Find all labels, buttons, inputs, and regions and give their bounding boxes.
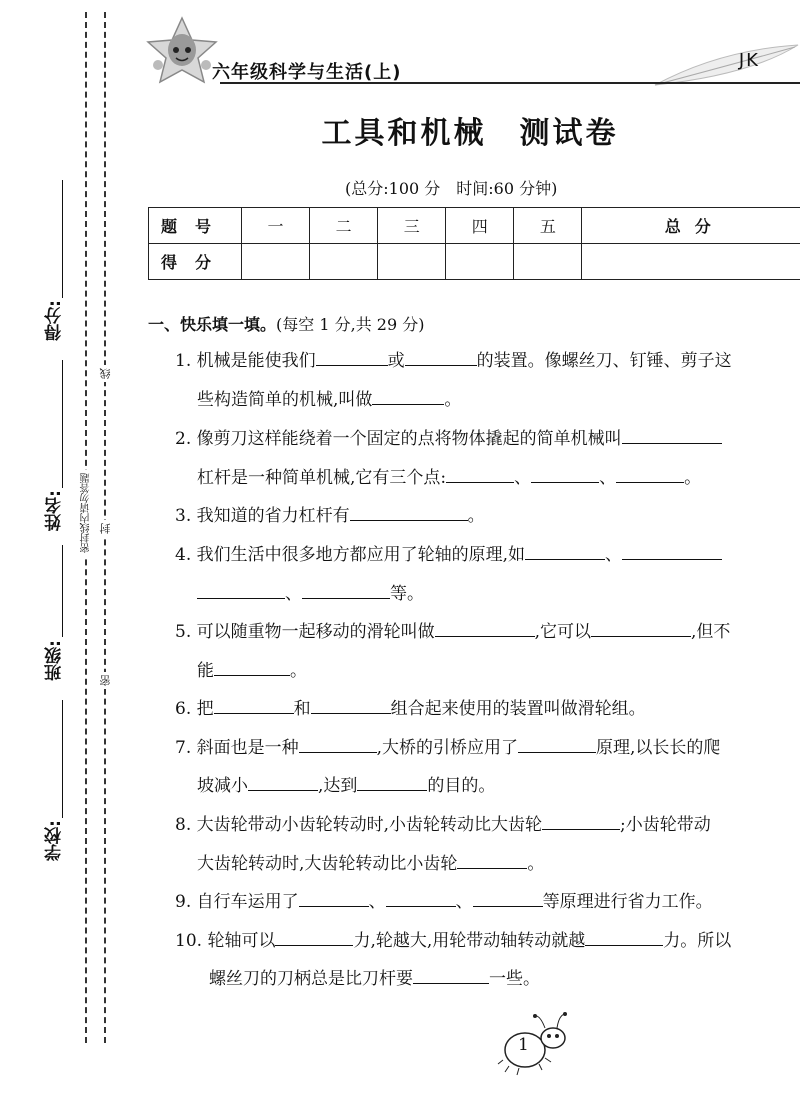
school-label: 学校: [45,820,65,861]
answer-blank[interactable] [446,468,514,483]
section-1-note: (每空 1 分,共 29 分) [276,315,425,334]
question-number-header: 题号 [149,208,242,244]
answer-blank[interactable] [275,931,353,946]
answer-blank[interactable] [316,351,388,366]
answer-blank[interactable] [435,622,535,637]
score-col-3: 三 [378,208,446,244]
question-10-line-1: 10. 轮轴可以 力,轮越大,用轮带动轴转动就越 力。所以 [175,931,732,951]
answer-blank[interactable] [405,351,477,366]
answer-blank[interactable] [413,969,489,984]
page-number-badge [495,1010,585,1080]
answer-blank[interactable] [299,892,369,907]
class-label: 班级: [45,640,65,681]
question-10-line-2: 螺丝刀的刀柄总是比刀杆要 一些。 [209,969,540,989]
question-9: 9. 自行车运用了 、 、 等原理进行省力工作。 [175,892,713,912]
answer-blank[interactable] [299,738,377,753]
score-col-2: 二 [310,208,378,244]
answer-blank[interactable] [585,931,663,946]
answer-blank[interactable] [302,584,390,599]
answer-blank[interactable] [616,468,684,483]
question-2-line-2: 杠杆是一种简单机械,它有三个点: 、 、 。 [197,468,702,488]
name-line [62,360,63,488]
answer-blank[interactable] [622,545,722,560]
exam-meta: (总分:100 分 时间:60 分钟) [345,179,558,198]
question-7-line-2: 坡减小 ,达到 的目的。 [197,776,496,796]
score-col-5: 五 [514,208,582,244]
seal-char-secret: 密 [98,672,114,689]
seal-char-line: 线 [98,365,114,382]
question-1-line-1: 1. 机械是能使我们 或 的装置。像螺丝刀、钉锤、剪子这 [175,351,732,371]
answer-blank[interactable] [518,738,596,753]
binding-margin [0,0,130,1098]
answer-blank[interactable] [357,776,427,791]
school-line [62,700,63,818]
section-1-title: 一、快乐填一填。 [148,315,277,334]
page-number: 1 [518,1035,529,1055]
score-line [62,180,63,298]
answer-blank[interactable] [248,776,318,791]
score-label: 得分: [45,300,65,341]
page-title: 工具和机械 测试卷 [321,116,619,151]
question-1-line-2: 些构造简单的机械,叫做 。 [197,390,462,410]
question-5-line-2: 能 。 [197,661,307,681]
question-5-line-1: 5. 可以随重物一起移动的滑轮叫做 ,它可以 ,但不 [175,622,731,642]
score-col-1: 一 [242,208,310,244]
questions-area [175,0,800,1000]
question-4-line-1: 4. 我们生活中很多地方都应用了轮轴的原理,如 、 [175,545,722,564]
question-8-line-1: 8. 大齿轮带动小齿轮转动时,小齿轮转动比大齿轮 ;小齿轮带动 [175,815,711,835]
score-col-total: 总分 [582,208,800,244]
answer-blank[interactable] [350,506,468,521]
ladybug-icon [495,1010,585,1080]
answer-blank[interactable] [591,622,691,637]
question-7-line-1: 7. 斜面也是一种 ,大桥的引桥应用了 原理,以长长的爬 [175,738,721,758]
answer-blank[interactable] [372,390,444,405]
book-series-title: 六年级科学与生活(上) [212,62,402,83]
seal-char-seal: 封 [98,520,114,537]
question-6: 6. 把 和 组合起来使用的装置叫做滑轮组。 [175,699,646,719]
answer-blank[interactable] [214,699,294,714]
question-2-line-1: 2. 像剪刀这样能绕着一个固定的点将物体撬起的简单机械叫 [175,429,722,448]
question-3: 3. 我知道的省力杠杆有 。 [175,506,485,526]
score-row-header: 得分 [149,244,242,280]
answer-blank[interactable] [386,892,456,907]
seal-note: 密封线内请勿答题 [79,470,94,556]
book-code: JK [738,50,760,71]
answer-blank[interactable] [542,815,620,830]
answer-blank[interactable] [531,468,599,483]
name-label: 姓名: [45,490,65,531]
answer-blank[interactable] [473,892,543,907]
answer-blank[interactable] [311,699,391,714]
answer-blank[interactable] [525,545,605,560]
question-8-line-2: 大齿轮转动时,大齿轮转动比小齿轮 。 [197,854,545,874]
class-line [62,545,63,637]
answer-blank[interactable] [214,661,290,676]
score-col-4: 四 [446,208,514,244]
answer-blank[interactable] [457,854,527,869]
question-4-line-2: 、 等。 [197,584,424,603]
answer-blank[interactable] [622,429,722,444]
answer-blank[interactable] [197,584,285,599]
